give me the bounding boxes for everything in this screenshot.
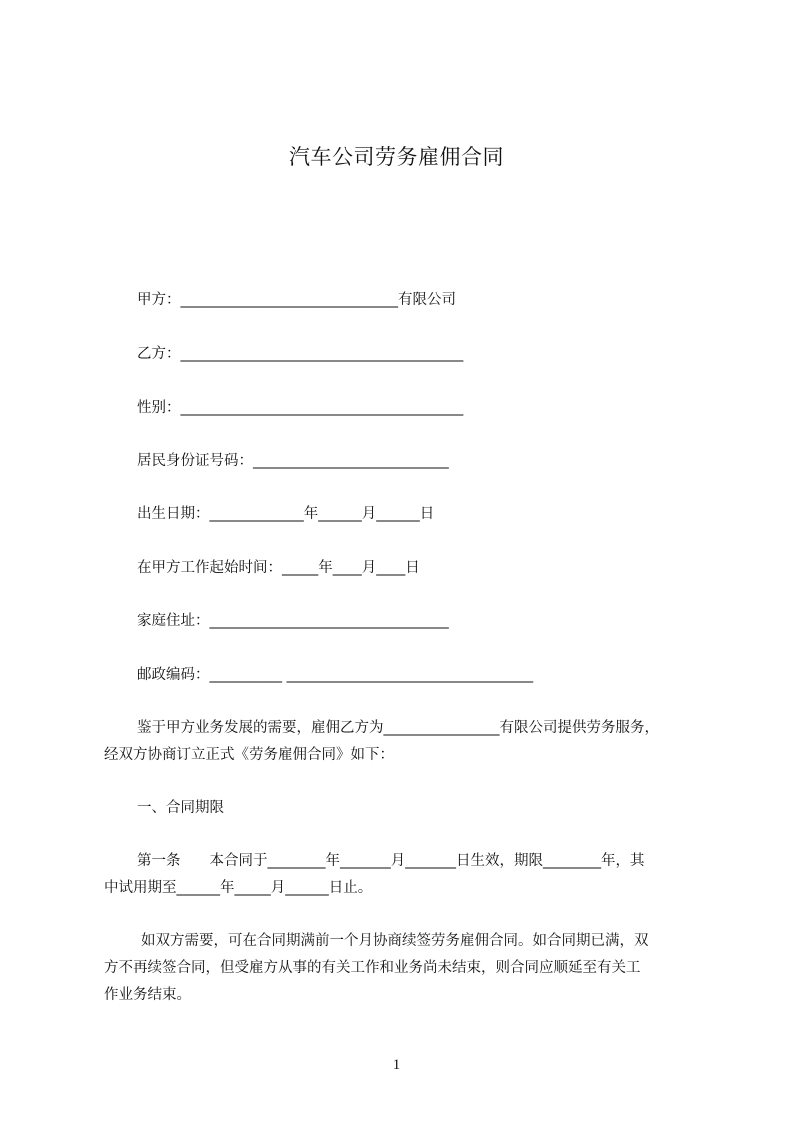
id-number-field: 居民身份证号码：___________________________ [137,453,449,469]
intro-line-2: 经双方协商订立正式《劳务雇佣合同》如下： [104,747,394,763]
intro-line-1: 鉴于甲方业务发展的需要，雇佣乙方为________________有限公司提供劳务服务， [137,720,659,736]
article-1-line-2: 中试用期至______年_____月______日止。 [104,880,373,896]
page-number: 1 [392,1057,401,1073]
postal-code-field: 邮政编码：__________ __________________________________ [137,667,534,683]
renewal-line-3: 作业务结束。 [104,987,191,1003]
article-1-line-1: 第一条 本合同于________年_______月_______日生效，期限________年，其 [137,853,645,869]
document-title: 汽车公司劳务雇佣合同 [289,145,504,169]
renewal-line-2: 方不再续签合同，但受雇方从事的有关工作和业务尚未结束，则合同应顺延至有关工 [104,960,641,976]
birth-date-field: 出生日期：_____________年______月______日 [137,506,435,522]
gender-field: 性别：_______________________________________ [137,400,464,416]
section-heading-term: 一、合同期限 [137,800,224,816]
start-date-field: 在甲方工作起始时间：_____年____月____日 [137,560,420,576]
renewal-line-1: 如双方需要，可在合同期满前一个月协商续签劳务雇佣合同。如合同期已满，双 [141,933,649,949]
address-field: 家庭住址：_________________________________ [137,613,449,629]
party-a-field: 甲方：______________________________有限公司 [137,292,456,308]
party-b-field: 乙方：_______________________________________ [137,346,464,362]
